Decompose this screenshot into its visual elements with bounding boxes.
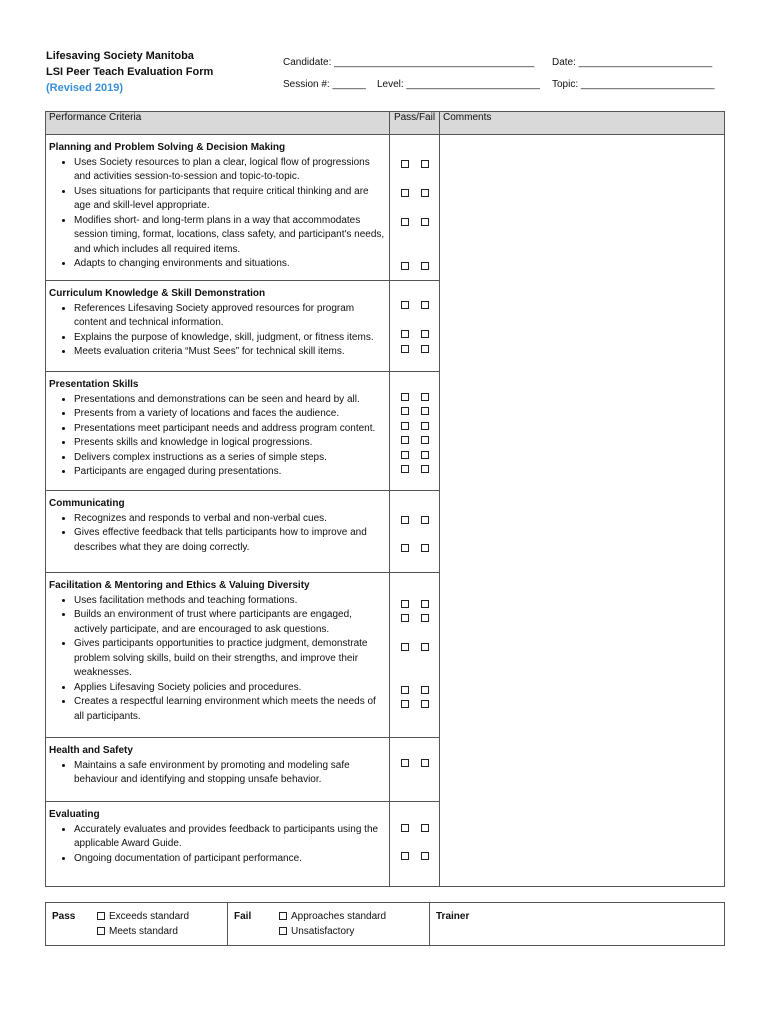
checkbox[interactable]: [97, 912, 105, 920]
pass-checkbox[interactable]: [401, 393, 409, 401]
fail-checkbox[interactable]: [421, 160, 429, 168]
criteria-cell: [46, 135, 390, 281]
passfail-checkbox-pair: [390, 422, 440, 430]
criterion-item: • Presents skills and knowledge in logical progressions.: [74, 436, 386, 451]
criterion-item: • Adapts to changing environments and situations.: [74, 257, 386, 272]
passfail-cell: [390, 491, 440, 573]
topic-field[interactable]: Topic: ________________________: [552, 79, 715, 90]
session-field[interactable]: Session #: ______: [283, 79, 366, 90]
passfail-checkbox-pair: [390, 465, 440, 473]
passfail-cell: [390, 372, 440, 491]
comments-header: Comments: [440, 112, 725, 135]
fail-checkbox[interactable]: [421, 544, 429, 552]
passfail-checkbox-pair: [390, 852, 440, 860]
section-title: Facilitation & Mentoring and Ethics & Valuing Diversity: [49, 580, 310, 591]
candidate-field[interactable]: Candidate: ____________________________________: [283, 57, 535, 68]
fail-checkbox[interactable]: [421, 759, 429, 767]
passfail-checkbox-pair: [390, 451, 440, 459]
criterion-item: • Uses situations for participants that require critical thinking and are age and skill-level appropriate.: [74, 185, 386, 214]
pass-checkbox[interactable]: [401, 451, 409, 459]
fail-checkbox[interactable]: [421, 700, 429, 708]
passfail-checkbox-pair: [390, 330, 440, 338]
option-label: Unsatisfactory: [291, 926, 355, 937]
passfail-checkbox-pair: [390, 218, 440, 226]
pass-checkbox[interactable]: [401, 422, 409, 430]
criterion-item: • Gives participants opportunities to practice judgment, demonstrate problem solving skills, build on their strengths, and improve their weaknesses.: [74, 637, 386, 681]
criterion-item: • Uses facilitation methods and teaching formations.: [74, 594, 386, 609]
fail-checkbox[interactable]: [421, 643, 429, 651]
passfail-checkbox-pair: [390, 614, 440, 622]
fail-label: Fail: [234, 911, 252, 922]
passfail-checkbox-pair: [390, 686, 440, 694]
fail-checkbox[interactable]: [421, 262, 429, 270]
pass-checkbox[interactable]: [401, 262, 409, 270]
passfail-checkbox-pair: [390, 189, 440, 197]
criteria-cell: [46, 491, 390, 573]
criteria-cell: [46, 372, 390, 491]
option-label: Approaches standard: [291, 911, 387, 922]
passfail-cell: [390, 281, 440, 372]
trainer-label: Trainer: [436, 911, 470, 922]
fail-checkbox[interactable]: [421, 407, 429, 415]
passfail-checkbox-pair: [390, 301, 440, 309]
evaluation-table: [45, 111, 725, 887]
checkbox[interactable]: [97, 927, 105, 935]
passfail-cell: [390, 802, 440, 887]
approaches-standard-option[interactable]: [279, 909, 386, 924]
pass-checkbox[interactable]: [401, 301, 409, 309]
pass-checkbox[interactable]: [401, 759, 409, 767]
pass-checkbox[interactable]: [401, 465, 409, 473]
pass-checkbox[interactable]: [401, 643, 409, 651]
org-name: Lifesaving Society Manitoba: [46, 50, 194, 62]
candidate-info: [283, 52, 540, 96]
pass-label: Pass: [52, 911, 76, 922]
criterion-item: • References Lifesaving Society approved resources for program content and technical information.: [74, 302, 386, 331]
passfail-checkbox-pair: [390, 643, 440, 651]
passfail-checkbox-pair: [390, 262, 440, 270]
criterion-item: • Presents from a variety of locations and faces the audience.: [74, 407, 386, 422]
criteria-header: Performance Criteria: [46, 112, 390, 135]
fail-checkbox[interactable]: [421, 330, 429, 338]
criteria-cell: [46, 573, 390, 738]
pass-checkbox[interactable]: [401, 345, 409, 353]
pass-checkbox[interactable]: [401, 189, 409, 197]
criterion-item: • Maintains a safe environment by promoting and modeling safe behaviour and identifying and stopping unsafe behavior.: [74, 759, 386, 788]
unsatisfactory-option[interactable]: [279, 924, 386, 939]
pass-checkbox[interactable]: [401, 218, 409, 226]
criterion-item: • Meets evaluation criteria “Must Sees” for technical skill items.: [74, 345, 386, 360]
fail-checkbox[interactable]: [421, 614, 429, 622]
fail-checkbox[interactable]: [421, 451, 429, 459]
date-topic-info: [552, 52, 714, 96]
meets-standard-option[interactable]: [97, 924, 189, 939]
fail-checkbox[interactable]: [421, 189, 429, 197]
passfail-checkbox-pair: [390, 345, 440, 353]
criterion-item: • Delivers complex instructions as a series of simple steps.: [74, 451, 386, 466]
passfail-checkbox-pair: [390, 824, 440, 832]
criterion-item: • Presentations meet participant needs and address program content.: [74, 422, 386, 437]
pass-checkbox[interactable]: [401, 600, 409, 608]
pass-checkbox[interactable]: [401, 436, 409, 444]
criterion-item: • Creates a respectful learning environment which meets the needs of all participants.: [74, 695, 386, 724]
fail-checkbox[interactable]: [421, 852, 429, 860]
passfail-header: Pass/Fail: [390, 112, 440, 135]
option-label: Meets standard: [109, 926, 178, 937]
criteria-cell: [46, 281, 390, 372]
section-title: Presentation Skills: [49, 379, 139, 390]
form-title: LSI Peer Teach Evaluation Form: [46, 66, 214, 78]
exceeds-standard-option[interactable]: [97, 909, 189, 924]
result-table: [45, 902, 725, 946]
date-field[interactable]: Date: ________________________: [552, 57, 713, 68]
level-field[interactable]: Level: ________________________: [376, 79, 540, 90]
criterion-item: • Recognizes and responds to verbal and non-verbal cues.: [74, 512, 386, 527]
passfail-checkbox-pair: [390, 436, 440, 444]
section-title: Curriculum Knowledge & Skill Demonstration: [49, 288, 266, 299]
fail-checkbox[interactable]: [421, 301, 429, 309]
form-header: [46, 48, 213, 96]
pass-checkbox[interactable]: [401, 544, 409, 552]
fail-cell: [228, 903, 430, 946]
fail-checkbox[interactable]: [421, 686, 429, 694]
passfail-cell: [390, 135, 440, 281]
criterion-item: • Presentations and demonstrations can be seen and heard by all.: [74, 393, 386, 408]
section-title: Communicating: [49, 498, 125, 509]
passfail-checkbox-pair: [390, 544, 440, 552]
pass-checkbox[interactable]: [401, 824, 409, 832]
pass-checkbox[interactable]: [401, 407, 409, 415]
option-label: Exceeds standard: [109, 911, 190, 922]
fail-checkbox[interactable]: [421, 345, 429, 353]
criterion-item: • Participants are engaged during presentations.: [74, 465, 386, 480]
fail-checkbox[interactable]: [421, 218, 429, 226]
passfail-checkbox-pair: [390, 160, 440, 168]
section-title: Health and Safety: [49, 745, 133, 756]
trainer-cell[interactable]: [430, 903, 725, 946]
passfail-checkbox-pair: [390, 700, 440, 708]
fail-checkbox[interactable]: [421, 516, 429, 524]
fail-checkbox[interactable]: [421, 824, 429, 832]
comments-cell[interactable]: [440, 135, 725, 887]
pass-checkbox[interactable]: [401, 614, 409, 622]
fail-checkbox[interactable]: [421, 465, 429, 473]
fail-checkbox[interactable]: [421, 436, 429, 444]
passfail-checkbox-pair: [390, 393, 440, 401]
criterion-item: • Ongoing documentation of participant performance.: [74, 852, 386, 867]
criterion-item: • Explains the purpose of knowledge, skill, judgment, or fitness items.: [74, 331, 386, 346]
passfail-checkbox-pair: [390, 516, 440, 524]
pass-checkbox[interactable]: [401, 852, 409, 860]
section-title: Evaluating: [49, 809, 100, 820]
criterion-item: • Gives effective feedback that tells participants how to improve and describes what they are doing correctly.: [74, 526, 386, 555]
pass-cell: [46, 903, 228, 946]
pass-checkbox[interactable]: [401, 160, 409, 168]
checkbox[interactable]: [279, 912, 287, 920]
criteria-cell: [46, 738, 390, 802]
section-row: [46, 135, 725, 281]
section-title: Planning and Problem Solving & Decision Making: [49, 142, 286, 153]
criterion-item: • Accurately evaluates and provides feedback to participants using the applicable Award Guide.: [74, 823, 386, 852]
fail-checkbox[interactable]: [421, 393, 429, 401]
pass-checkbox[interactable]: [401, 700, 409, 708]
criteria-cell: [46, 802, 390, 887]
fail-checkbox[interactable]: [421, 422, 429, 430]
pass-checkbox[interactable]: [401, 686, 409, 694]
criterion-item: • Modifies short- and long-term plans in a way that accommodates session timing, format, locations, class safety, and participant's needs, and which includes all required items.: [74, 214, 386, 258]
fail-checkbox[interactable]: [421, 600, 429, 608]
passfail-cell: [390, 738, 440, 802]
passfail-cell: [390, 573, 440, 738]
criterion-item: • Uses Society resources to plan a clear, logical flow of progressions and activities session-to-session and topic-to-topic.: [74, 156, 386, 185]
passfail-checkbox-pair: [390, 759, 440, 767]
criterion-item: • Applies Lifesaving Society policies and procedures.: [74, 681, 386, 696]
revised-note: (Revised 2019): [46, 82, 124, 94]
pass-checkbox[interactable]: [401, 330, 409, 338]
checkbox[interactable]: [279, 927, 287, 935]
pass-checkbox[interactable]: [401, 516, 409, 524]
passfail-checkbox-pair: [390, 600, 440, 608]
criterion-item: • Builds an environment of trust where participants are engaged, actively participate, and are encouraged to ask questions.: [74, 608, 386, 637]
passfail-checkbox-pair: [390, 407, 440, 415]
